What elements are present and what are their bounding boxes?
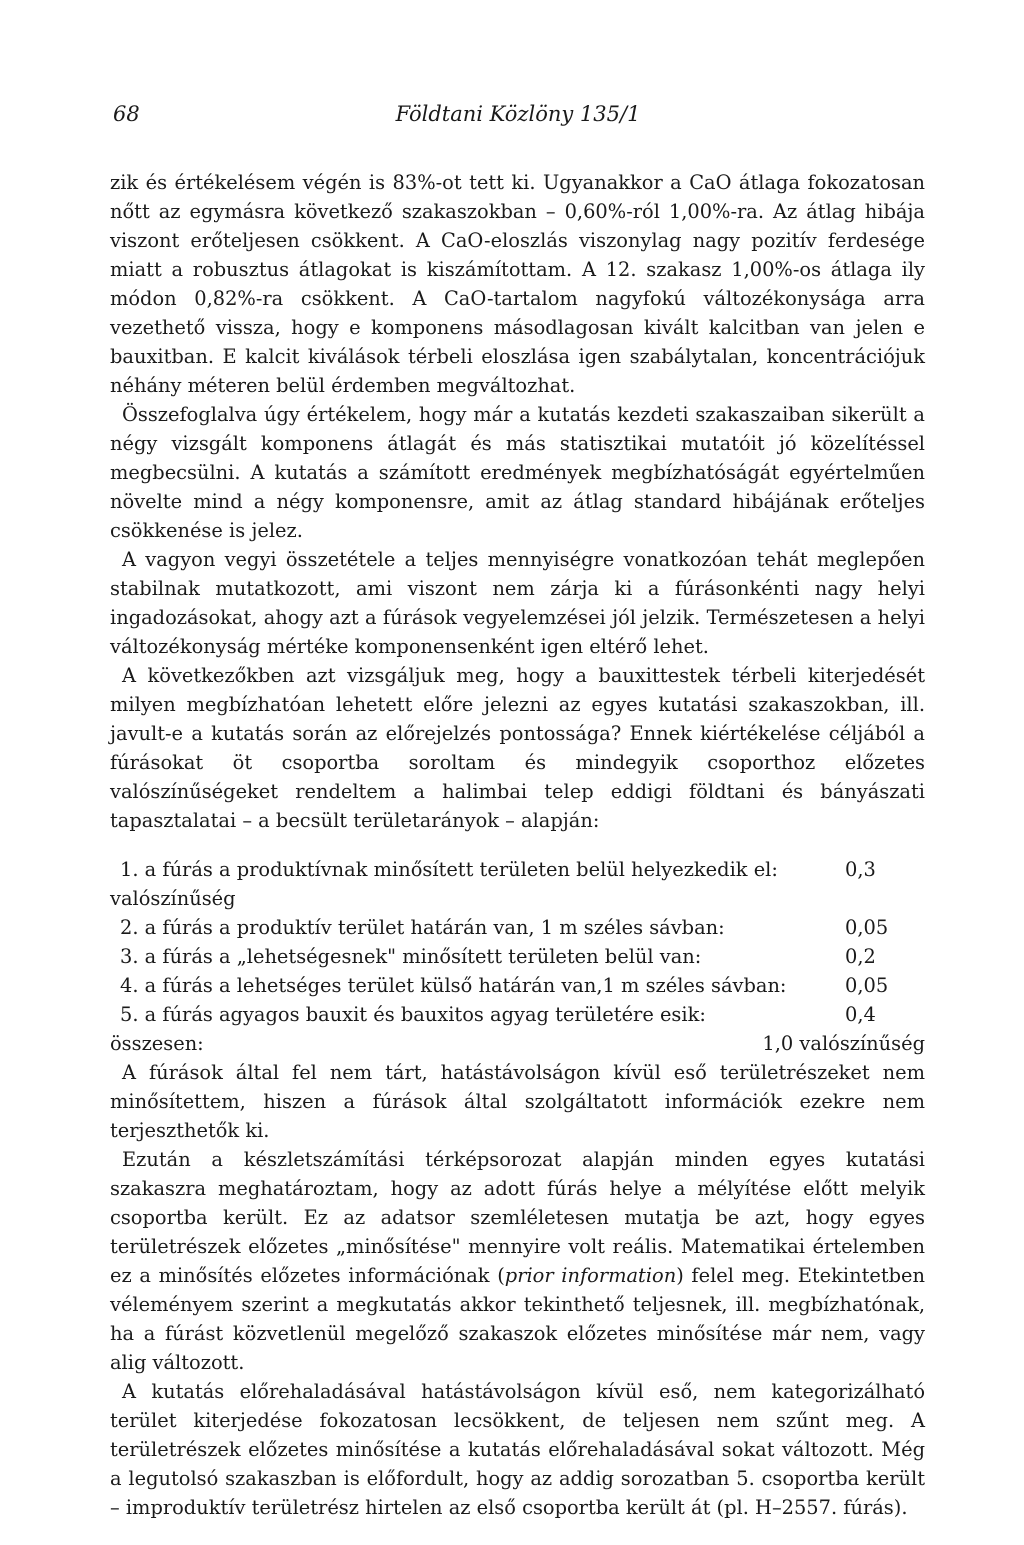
italic-term: prior information xyxy=(504,1264,677,1287)
list-item xyxy=(110,855,925,884)
paragraph: A következőkben azt vizsgáljuk meg, hogy a bauxittestek térbeli kiterjedését milyen megbízhatóan lehetett előre jelezni az egyes kutatási szakaszokban, ill. javult-e a kutatás során az előrejelzés pontossága? Ennek kiértékelése céljából a fúrásokat öt csoportba soroltam és mindegyik csoporthoz előzetes valószínűségeket rendeltem a halimbai telep eddigi földtani és bányászati tapasztalatai – a becsült területarányok – alapján: xyxy=(110,664,925,832)
list-item-value: 0,4 xyxy=(845,1003,876,1026)
paragraph: Összefoglalva úgy értékelem, hogy már a kutatás kezdeti szakaszaiban sikerült a négy vizsgált komponens átlagát és más statisztikai mutatóit jó közelítéssel megbecsülni. A kutatás a számított eredmények megbízhatóságát egyértelműen növelte mind a négy komponensre, amit az átlag standard hibájának erőteljes csökkenése is jelez. xyxy=(110,403,925,542)
list-item xyxy=(110,971,925,1000)
list-item xyxy=(110,1000,925,1029)
list-item-text: 3. a fúrás a „lehetségesnek" minősített területen belül van: xyxy=(120,945,702,968)
paragraph-text: ) felel meg. Etekintetben véleményem szerint a megkutatás akkor tekinthető teljesnek, ill. megbízhatónak, ha a fúrást közvetlenül megelőző szakaszok előzetes minősítése már nem, vagy alig változott. xyxy=(110,1264,926,1374)
journal-title: Földtani Közlöny 135/1 xyxy=(395,102,641,126)
paragraph: zik és értékelésem végén is 83%-ot tett ki. Ugyanakkor a CaO átlaga fokozatosan nőtt az egymásra következő szakaszokban – 0,60%-ról 1,00%-ra. Az átlag hibája viszont erőteljesen csökkent. A CaO-eloszlás viszonylag nagy pozitív ferdesége miatt a robusztus átlagokat is kiszámítottam. A 12. szakasz 1,00%-os átlaga ily módon 0,82%-ra csökkent. A CaO-tartalom nagyfokú változékonysága arra vezethető vissza, hogy e komponens másodlagosan kivált kalcitban van jelen e bauxitban. E kalcit kiválások térbeli eloszlása igen szabálytalan, koncentrációjuk néhány méteren belül érdemben megváltozhat. xyxy=(110,171,925,397)
list-item-text: 2. a fúrás a produktív terület határán van, 1 m széles sávban: xyxy=(120,916,725,939)
probability-list xyxy=(110,855,925,1058)
list-item xyxy=(110,942,925,971)
list-item-continuation: valószínűség xyxy=(110,887,236,910)
list-item-text: 1. a fúrás a produktívnak minősített területen belül helyezkedik el: xyxy=(120,858,778,881)
list-item-value: 0,05 xyxy=(845,974,889,997)
list-item xyxy=(110,913,925,942)
list-item-value: 0,05 xyxy=(845,916,889,939)
paragraph xyxy=(110,1145,925,1377)
paragraph: A vagyon vegyi összetétele a teljes mennyiségre vonatkozóan tehát meglepően stabilnak mutatkozott, ami viszont nem zárja ki a fúrásonkénti nagy helyi ingadozásokat, ahogy azt a fúrások vegyelemzései jól jelzik. Természetesen a helyi változékonyság mértéke komponensenként igen eltérő lehet. xyxy=(110,548,925,658)
list-total-value: 1,0 valószínűség xyxy=(762,1032,925,1055)
list-total xyxy=(110,1029,925,1058)
article-body xyxy=(110,168,925,1522)
paragraph: A kutatás előrehaladásával hatástávolságon kívül eső, nem kategorizálható terület kiterjedése fokozatosan lecsökkent, de teljesen nem szűnt meg. A területrészek előzetes minősítése a kutatás előrehaladásával sokat változott. Még a legutolsó szakaszban is előfordult, hogy az addig sorozatban 5. csoportba került – improduktív területrész hirtelen az első csoportba került át (pl. H–2557. fúrás). xyxy=(110,1380,925,1519)
list-total-label: összesen: xyxy=(110,1032,204,1055)
list-item-value: 0,3 xyxy=(845,858,876,881)
paragraph-text: Ezután a készletszámítási térképsorozat alapján minden egyes kutatási szakaszra meghatároztam, hogy az adott fúrás helye a mélyítése előtt melyik csoportba került. Ez az adatsor szemléletesen mutatja be azt, hogy egyes területrészek előzetes „minősítése" mennyire volt reális. Matematikai értelemben ez a minősítés előzetes információnak ( xyxy=(110,1148,925,1287)
list-item-text: 4. a fúrás a lehetséges terület külső határán van,1 m széles sávban: xyxy=(120,974,787,997)
list-item-text: 5. a fúrás agyagos bauxit és bauxitos agyag területére esik: xyxy=(120,1003,706,1026)
page-number: 68 xyxy=(113,102,140,126)
list-item-value: 0,2 xyxy=(845,945,876,968)
paragraph: A fúrások által fel nem tárt, hatástávolságon kívül eső területrészeket nem minősítettem, hiszen a fúrások által szolgáltatott információk ezekre nem terjeszthetők ki. xyxy=(110,1061,925,1142)
page-header xyxy=(113,102,923,134)
